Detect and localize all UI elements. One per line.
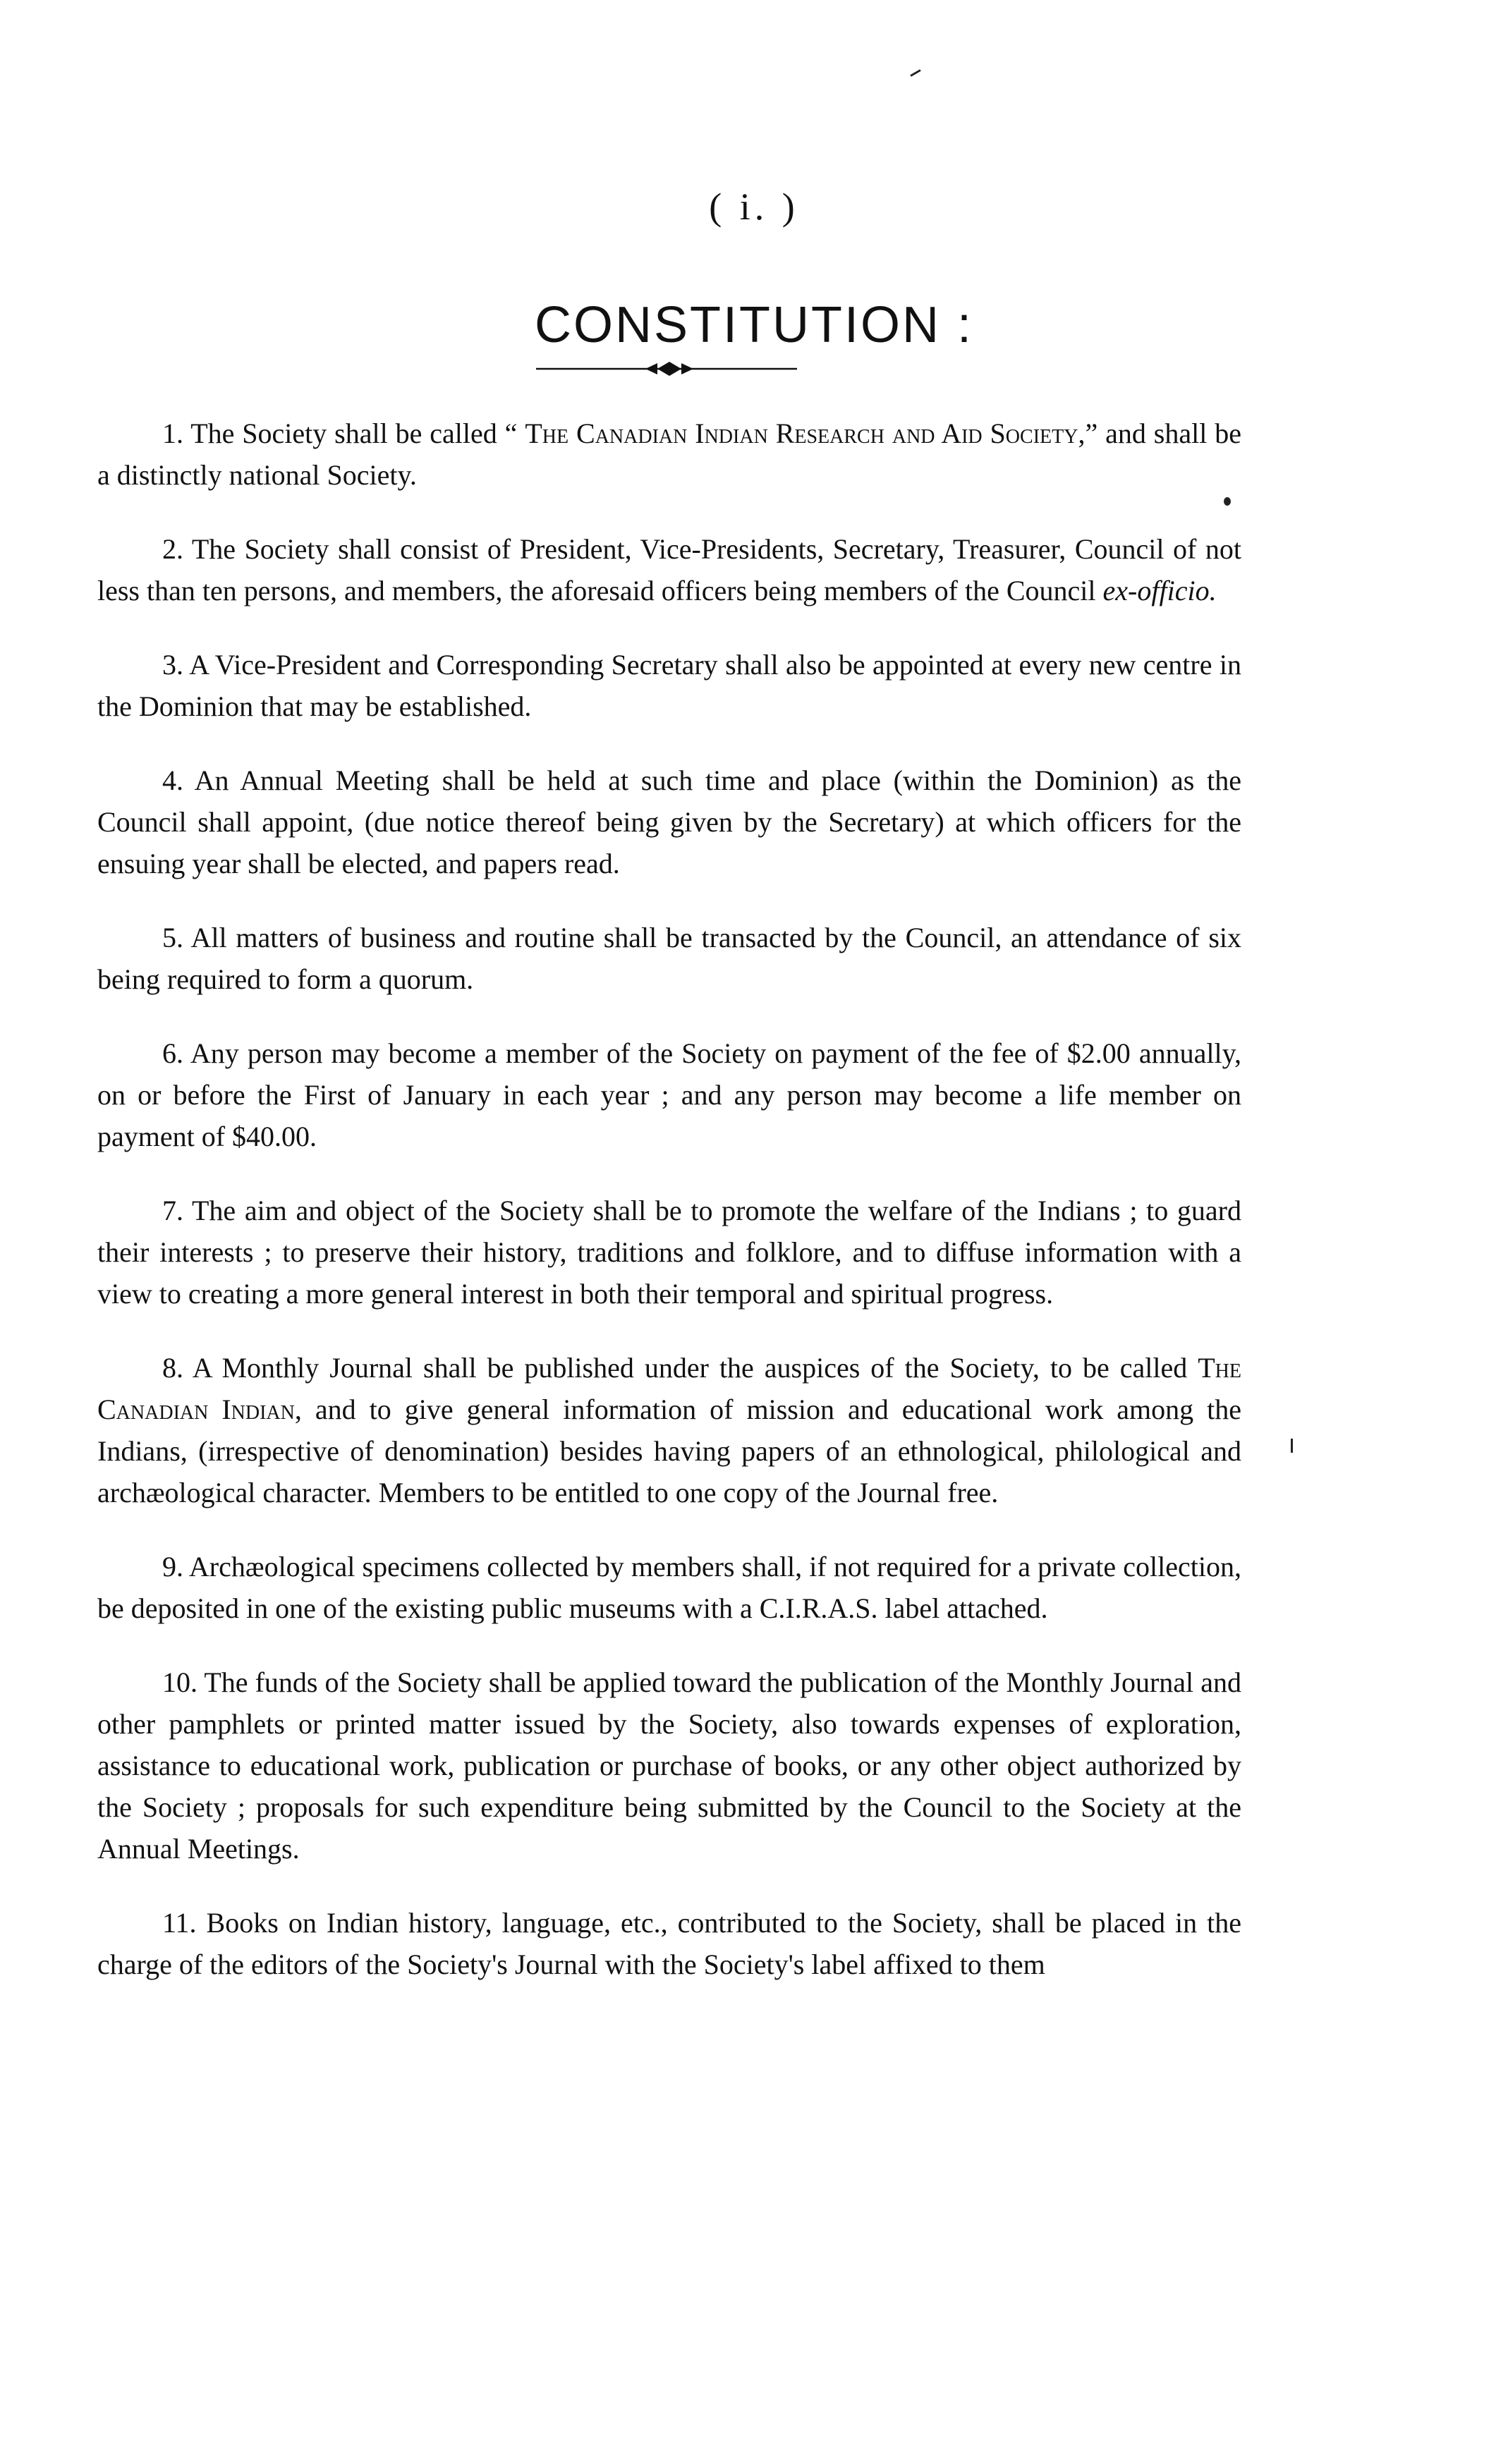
article-number: 8. (162, 1352, 183, 1384)
article-text: , and to give general information of mission and educational work among the Indians, (irrespective of denomination) besides having papers of an ethnological, philological and archæological character. Members to be entitled to one copy of the Journal free. (97, 1393, 1241, 1508)
article-number: 11. (162, 1907, 197, 1939)
article-italic-term: ex-officio. (1102, 575, 1217, 606)
article-6 (97, 1032, 1241, 1157)
article-4 (97, 760, 1241, 884)
article-5 (97, 917, 1241, 1000)
article-text: The funds of the Society shall be applied toward the publication of the Monthly Journal and other pamphlets or printed matter issued by the Society, also towards expenses of exploration, assistance to educational work, publication or purchase of books, or any other object authorized by the Society ; proposals for such expenditure being submitted by the Council to the Society at the Annual Meetings. (97, 1666, 1241, 1865)
article-text: A Vice-President and Corresponding Secretary shall also be appointed at every new centre in the Dominion that may be established. (97, 649, 1242, 722)
article-number: 4. (162, 764, 183, 796)
article-text: All matters of business and routine shall be transacted by the Council, an attendance of six being required to form a quorum. (97, 922, 1241, 995)
scan-speck (1291, 1439, 1293, 1453)
constitution-articles (97, 413, 1241, 2018)
article-number: 1. (162, 417, 183, 449)
article-9 (97, 1546, 1241, 1629)
ornament-divider (536, 358, 797, 379)
scan-speck (910, 69, 920, 77)
article-text: Any person may become a member of the Society on payment of the fee of $2.00 annually, on or before the First of January in each year ; and any person may become a life member on payment of $40.00. (97, 1037, 1242, 1152)
article-text: Books on Indian history, language, etc., contributed to the Society, shall be placed in the charge of the editors of the Society's Journal with the Society's label affixed to them (97, 1907, 1242, 1980)
article-3 (97, 644, 1241, 727)
article-number: 9. (162, 1551, 183, 1582)
article-number: 6. (162, 1037, 183, 1069)
article-text: ,” and shall be a distinctly national Society. (97, 417, 1242, 491)
article-8 (97, 1347, 1241, 1513)
article-number: 10. (162, 1666, 197, 1698)
journal-name: The Canadian Indian (97, 1352, 1241, 1425)
article-text: An Annual Meeting shall be held at such time and place (within the Dominion) as the Council shall appoint, (due notice thereof being given by the Secretary) at which officers for the ensuing year shall be elected, and papers read. (97, 764, 1241, 879)
article-text: The Society shall consist of President, Vice-Presidents, Secretary, Treasurer, Council of not less than ten persons, and members, the aforesaid officers being members of the Council (97, 533, 1241, 606)
article-number: 5. (162, 922, 183, 953)
page-number: ( i. ) (709, 185, 799, 228)
page-title: CONSTITUTION : (535, 297, 973, 354)
article-text: The aim and object of the Society shall be to promote the welfare of the Indians ; to guard their interests ; to preserve their history, traditions and folklore, and to diffuse information with a view to creating a more general interest in both their temporal and spiritual progress. (97, 1195, 1241, 1310)
article-text: Archæological specimens collected by members shall, if not required for a private collection, be deposited in one of the existing public museums with a C.I.R.A.S. label attached. (97, 1551, 1241, 1624)
article-number: 2. (162, 533, 183, 565)
article-1 (97, 413, 1241, 496)
article-11 (97, 1902, 1241, 1985)
society-name: The Canadian Indian Research and Aid Society (525, 417, 1078, 449)
article-10 (97, 1661, 1241, 1870)
article-2 (97, 528, 1241, 611)
scan-speck (1224, 497, 1231, 506)
article-number: 7. (162, 1195, 183, 1226)
article-7 (97, 1190, 1241, 1315)
article-text: A Monthly Journal shall be published under the auspices of the Society, to be called (192, 1352, 1198, 1384)
article-number: 3. (162, 649, 183, 681)
article-text: The Society shall be called “ (190, 417, 525, 449)
